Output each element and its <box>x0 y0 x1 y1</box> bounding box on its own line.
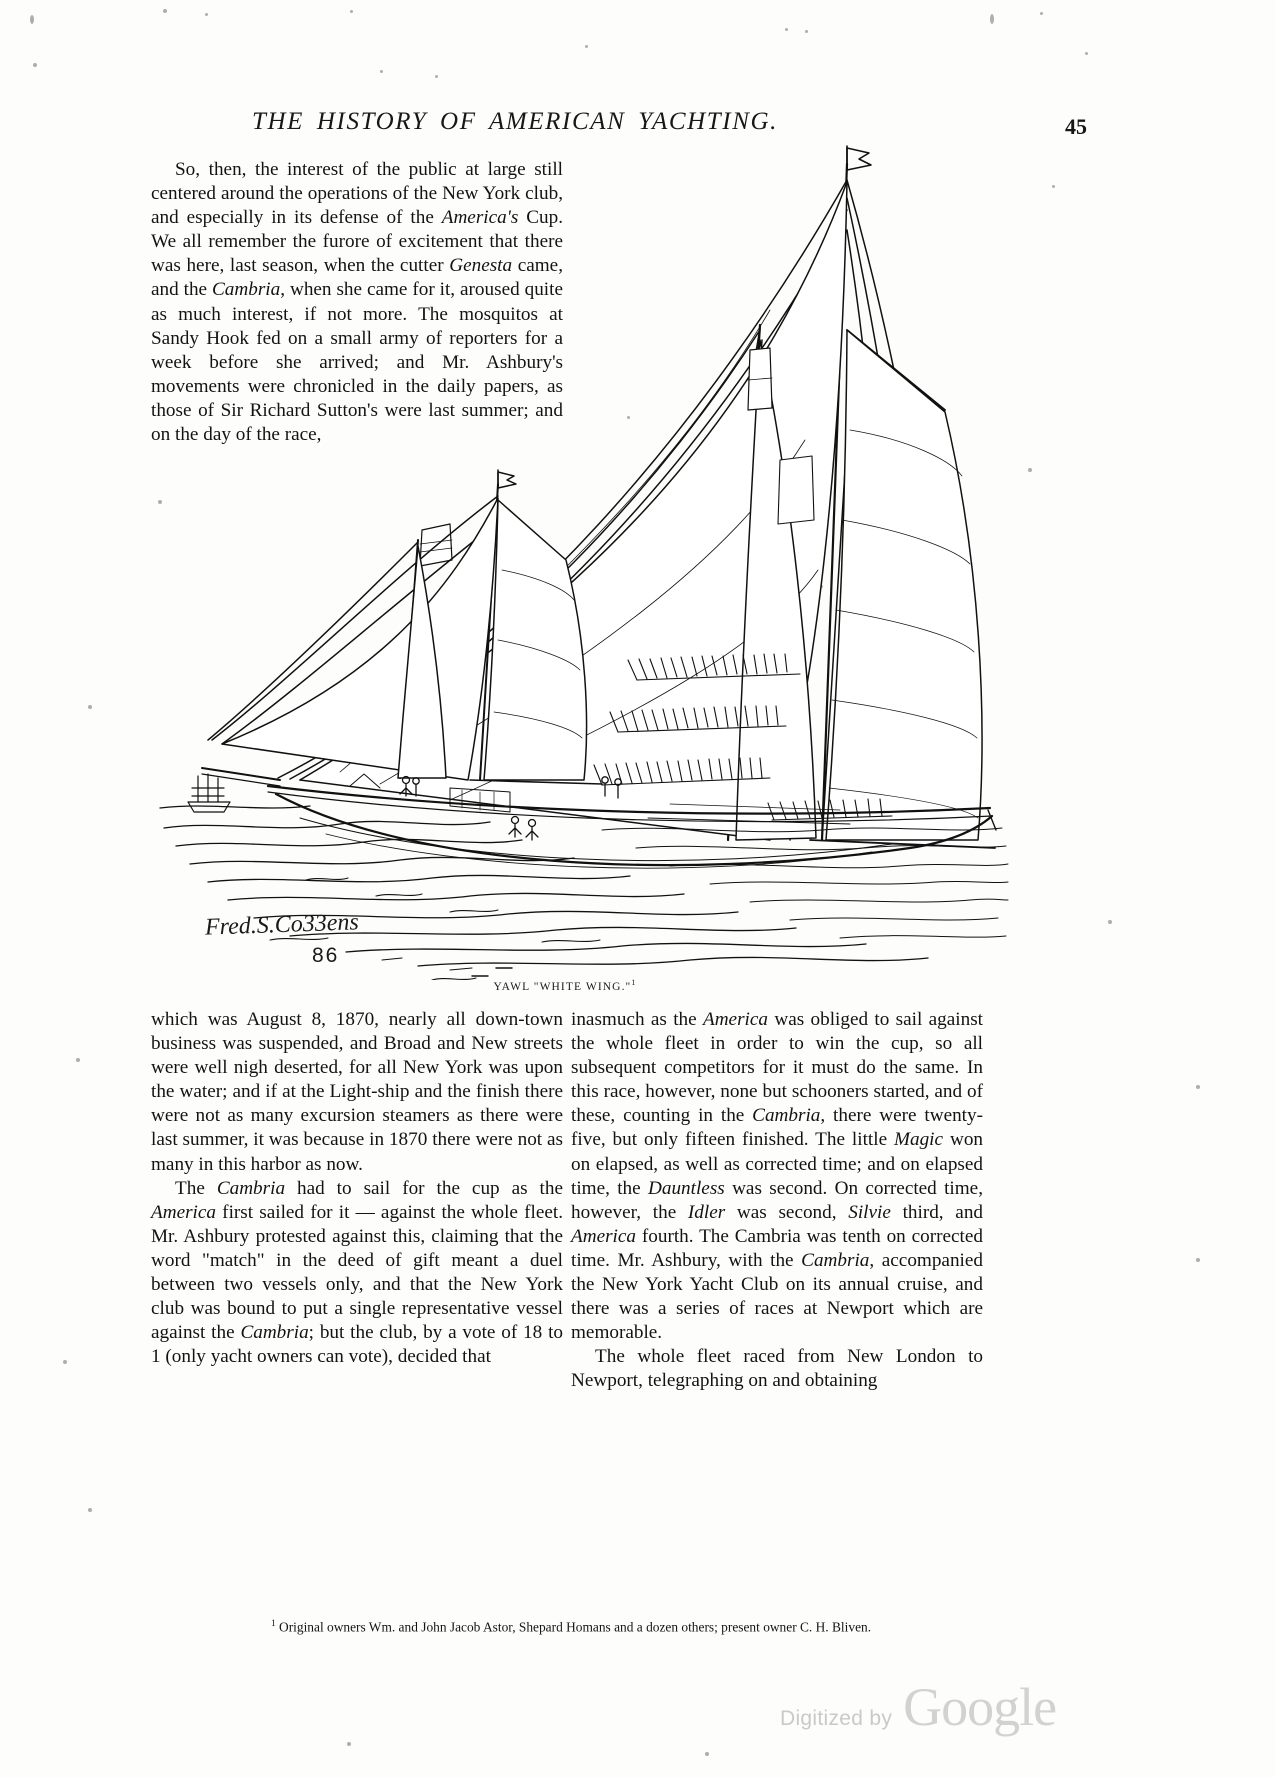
caption-footnote-marker: 1 <box>631 978 637 987</box>
paragraph: inasmuch as the America was obliged to sail against the whole fleet in order to win the cup, so all subsequent competitors for it must do the same. In this race, however, none but schooners started, and of these, counting in the Cambria, there were twenty-five, but only fifteen finished. The little Magic won on elapsed, as well as corrected time; and on elapsed time, the Dauntless was second. On corrected time, however, the Idler was second, Silvie third, and America fourth. The Cambria was tenth on corrected time. Mr. Ashbury, with the Cambria, accompanied the New York Yacht Club on its annual cruise, and there was a series of races at Newport which are memorable. <box>571 1009 984 1344</box>
scan-speck <box>350 10 353 13</box>
body-column-left <box>151 1008 563 1369</box>
scan-speck <box>435 75 438 78</box>
page-number: 45 <box>1065 114 1087 139</box>
scan-speck <box>585 45 588 48</box>
intro-column <box>151 158 563 447</box>
paragraph: The Cambria had to sail for the cup as the America first sailed for it — against the whole fleet. Mr. Ashbury protested against this, claiming that the word "match" in the deed of gift meant a duel between two vessels only, and that the New York club was bound to put a single representative vessel against the Cambria; but the club, by a vote of 18 to 1 (only yacht owners can vote), decided that <box>151 1177 563 1368</box>
artist-signature: Fred.S.Co33ens <box>204 909 360 941</box>
scan-speck <box>30 15 34 24</box>
illustration-caption <box>0 978 1130 993</box>
scan-speck <box>380 70 383 73</box>
scan-speck <box>1028 468 1032 472</box>
scan-speck <box>990 14 994 24</box>
paragraph: The whole fleet raced from New London to Newport, telegraphing on and obtaining <box>571 1346 983 1392</box>
footnote-marker: 1 <box>270 1619 276 1629</box>
body-column-right <box>571 1008 983 1394</box>
scan-speck <box>1196 1085 1200 1089</box>
scan-speck <box>805 30 808 33</box>
scan-speck <box>1040 12 1043 15</box>
scan-speck <box>1196 1258 1200 1262</box>
caption-text: YAWL "WHITE WING." <box>493 980 632 993</box>
scan-speck <box>1085 52 1088 55</box>
watermark-brand: Google <box>903 1677 1057 1737</box>
footnote-text: Original owners Wm. and John Jacob Astor, Shepard Homans and a dozen others; present owner C. H. Bliven. <box>279 1619 872 1635</box>
intro-paragraph: So, then, the interest of the public at large still centered around the operations of the New York club, and especially in its defense of the America's Cup. We all remember the furore of excitement that there was here, last season, when the cutter Genesta came, and the Cambria, when she came for it, aroused quite as much interest, if not more. The mosquitos at Sandy Hook fed on a small army of reporters for a week before she arrived; and Mr. Ashbury's movements were chronicled in the daily papers, as those of Sir Richard Sutton's were last summer; and on the day of the race, <box>151 159 563 446</box>
scan-speck <box>88 705 92 709</box>
scan-speck <box>33 63 37 67</box>
watermark-label: Digitized by <box>780 1707 893 1730</box>
footnote <box>151 1616 991 1635</box>
scan-speck <box>1052 185 1055 188</box>
digitized-by-watermark <box>780 1677 1057 1737</box>
page-title: THE HISTORY OF AMERICAN YACHTING. <box>252 108 778 135</box>
scan-speck <box>76 1058 80 1062</box>
scan-speck <box>163 9 167 13</box>
scan-speck <box>205 13 208 16</box>
artist-signature-year: 86 <box>312 944 340 967</box>
paragraph: which was August 8, 1870, nearly all down-town business was suspended, and Broad and New streets were well nigh deserted, for all New York was upon the water; and if at the Light-ship and the finish there were not as many excursion steamers as there were last summer, it was because in 1870 there were not as many in this harbor as now. <box>151 1009 563 1175</box>
scan-speck <box>88 1508 92 1512</box>
scan-speck <box>785 28 788 31</box>
scan-speck <box>347 1742 351 1746</box>
scan-speck <box>1108 920 1112 924</box>
scan-speck <box>63 1360 67 1364</box>
scan-speck <box>705 1752 709 1756</box>
